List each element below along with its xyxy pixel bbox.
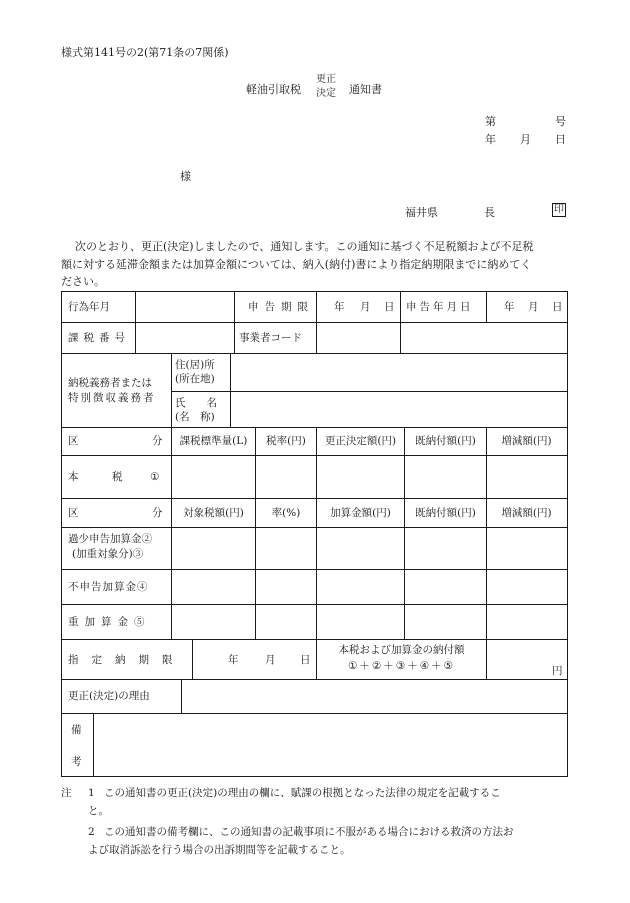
ref-day: 日 <box>555 133 566 146</box>
issuer-prefecture: 福井県 <box>405 206 438 219</box>
header-corrected: 更正決定額(円) <box>324 435 397 447</box>
report-day: 日 <box>552 301 563 313</box>
name-label: 氏 名 <box>175 397 217 409</box>
taxpayer-label-1: 納税義務者または <box>68 377 152 389</box>
note-2-number: 2 <box>88 826 95 838</box>
underreport-label-1: 過少申告加算金② <box>68 533 152 545</box>
ref-go: 号 <box>555 115 566 128</box>
tax-number-label: 課税番号 <box>68 332 130 344</box>
header-added: 加算金額(円) <box>330 507 391 519</box>
title-main: 軽油引取税 <box>246 83 301 96</box>
seal-mark: 印 <box>554 204 564 215</box>
header-paid-2: 既納付額(円) <box>415 507 476 519</box>
report-year: 年 <box>504 301 515 313</box>
period-day: 日 <box>384 301 395 313</box>
total-yen: 円 <box>552 665 563 677</box>
kubun-2a: 区 <box>68 507 79 519</box>
header-diff: 増減額(円) <box>501 435 552 447</box>
deadline-year: 年 <box>228 654 239 666</box>
kubun-1a: 区 <box>68 435 79 447</box>
note-1-line-b: と。 <box>88 805 109 817</box>
form-style-number: 様式第141号の2(第71条の7関係) <box>61 46 229 59</box>
address-label-alt: (所在地) <box>175 373 215 385</box>
business-code-label: 事業者コード <box>239 332 302 344</box>
total-label: 本税および加算金の納付額 <box>338 644 465 656</box>
header-diff-2: 増減額(円) <box>501 507 552 519</box>
header-target-tax: 対象税額(円) <box>183 507 244 519</box>
note-2-line-b: よび取消訴訟を行う場合の出訴期間等を記載すること。 <box>88 844 351 856</box>
report-date-label: 申告年月日 <box>406 301 474 313</box>
underreport-label-2: (加重対象分)③ <box>72 548 144 560</box>
period-month: 月 <box>360 301 371 313</box>
intro-line-1: 次のとおり、更正(決定)しましたので、通知します。この通知に基づく不足税額および不足税 <box>75 240 534 253</box>
header-rate-pct: 率(%) <box>271 507 301 519</box>
title-tail: 通知書 <box>349 83 382 96</box>
act-date-label: 行為年月 <box>68 301 110 313</box>
remarks-label-2: 考 <box>71 756 82 768</box>
address-label: 住(居)所 <box>175 359 215 371</box>
note-1-number: 1 <box>88 787 95 799</box>
honzei-a: 本 <box>68 471 79 483</box>
intro-line-3: ださい。 <box>61 275 105 288</box>
note-2-line-a: この通知書の備考欄に、この通知書の記載事項に不服がある場合における救済の方法お <box>104 826 514 838</box>
total-formula: ①＋②＋③＋④＋⑤ <box>347 660 456 672</box>
period-year: 年 <box>334 301 345 313</box>
issuer-head: 長 <box>484 206 495 219</box>
notes-label: 注 <box>61 787 72 799</box>
honzei-b: 税 <box>112 471 123 483</box>
header-paid: 既納付額(円) <box>415 435 476 447</box>
ref-year: 年 <box>485 133 496 146</box>
nonreport-label: 不申告加算金④ <box>68 581 149 593</box>
header-tax-base: 課税標準量(L) <box>179 435 248 447</box>
taxpayer-label-2: 特別徴収義務者 <box>68 392 156 404</box>
report-period-label: 申告期限 <box>248 301 314 313</box>
heavy-label: 重加算金⑤ <box>68 616 151 628</box>
intro-line-2: 額に対する延滞金額または加算金額については、納入(納付)書により指定納期限までに納めてく <box>61 258 532 271</box>
note-1-line-a: この通知書の更正(決定)の理由の欄に、賦課の根拠となった法律の規定を記載するこ <box>104 787 501 799</box>
name-label-alt: (名 称) <box>175 411 215 423</box>
notice-table <box>61 291 568 777</box>
deadline-day: 日 <box>300 654 311 666</box>
report-month: 月 <box>528 301 539 313</box>
deadline-month: 月 <box>265 654 276 666</box>
honzei-c: ① <box>150 471 160 483</box>
title-option-correction: 更正 <box>316 74 336 85</box>
addressee-sama: 様 <box>180 170 191 183</box>
reason-label: 更正(決定)の理由 <box>68 690 150 702</box>
title-option-decision: 決定 <box>316 88 336 99</box>
kubun-2b: 分 <box>152 507 163 519</box>
kubun-1b: 分 <box>152 435 163 447</box>
ref-month: 月 <box>520 133 531 146</box>
ref-dai: 第 <box>485 115 496 128</box>
header-tax-rate: 税率(円) <box>266 435 306 447</box>
deadline-label: 指定納期限 <box>68 654 186 666</box>
remarks-label-1: 備 <box>71 724 82 736</box>
